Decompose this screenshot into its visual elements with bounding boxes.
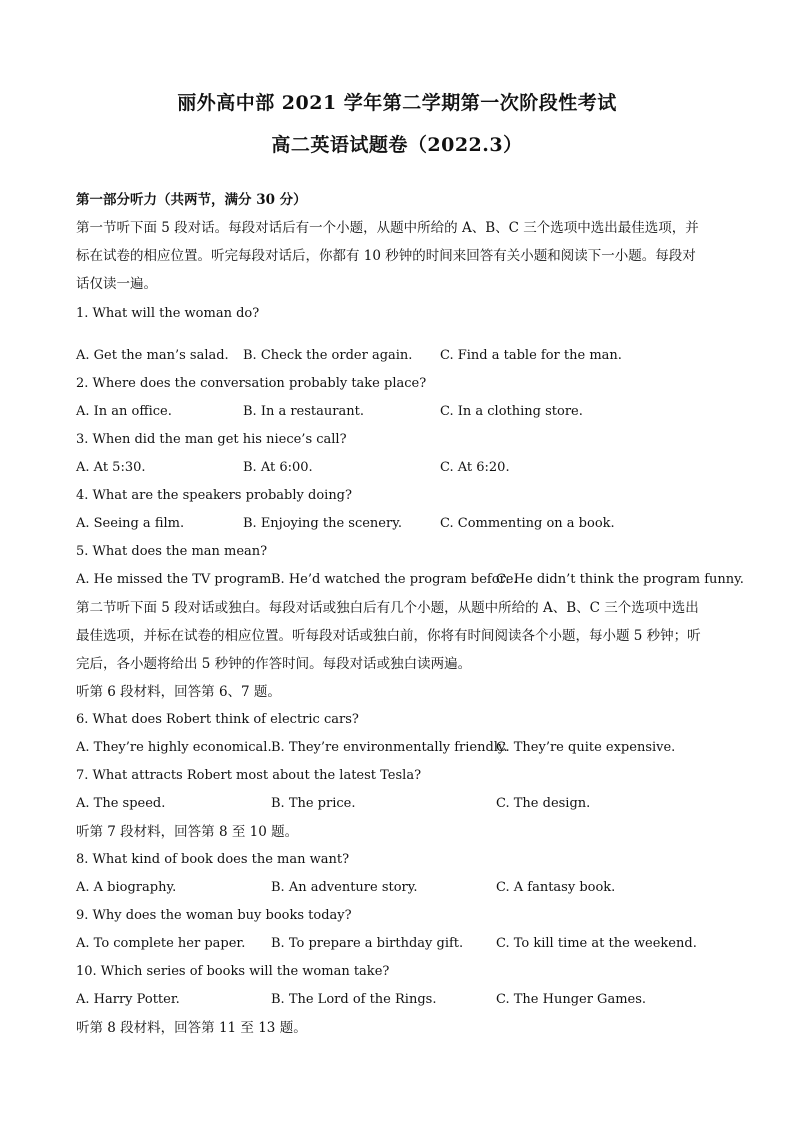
q7-option-b: B. The price. [271, 796, 356, 811]
question-4: 4. What are the speakers probably doing? [76, 488, 352, 503]
q4-option-b: B. Enjoying the scenery. [243, 516, 402, 531]
section2-intro-line2: 最佳选项，并标在试卷的相应位置。听每段对话或独白前，你将有时间阅读各个小题，每小题 5 秒钟；听 [76, 628, 701, 644]
q2-option-a: A. In an office. [76, 404, 172, 419]
question-9: 9. Why does the woman buy books today? [76, 908, 352, 923]
q8-option-b: B. An adventure story. [271, 880, 418, 895]
q10-option-b: B. The Lord of the Rings. [271, 992, 437, 1007]
q3-option-a: A. At 5:30. [76, 460, 146, 475]
q8-option-a: A. A biography. [76, 880, 177, 895]
q1-option-b: B. Check the order again. [243, 348, 413, 363]
q5-option-b: B. He’d watched the program before. [271, 572, 518, 587]
q6-option-c: C. They’re quite expensive. [496, 740, 676, 755]
q9-option-a: A. To complete her paper. [76, 936, 246, 951]
q5-option-c: C. He didn’t think the program funny. [496, 572, 744, 587]
question-7: 7. What attracts Robert most about the latest Tesla? [76, 768, 422, 783]
exam-subtitle: 高二英语试题卷（2022.3） [271, 134, 523, 156]
q5-option-a: A. He missed the TV program. [76, 572, 276, 587]
q9-option-b: B. To prepare a birthday gift. [271, 936, 464, 951]
q4-option-c: C. Commenting on a book. [440, 516, 615, 531]
question-3: 3. When did the man get his niece’s call? [76, 432, 347, 447]
question-10: 10. Which series of books will the woman take? [76, 964, 390, 979]
q1-option-a: A. Get the man’s salad. [76, 348, 229, 363]
part1-heading: 第一部分听力（共两节，满分 30 分） [76, 192, 307, 208]
section2-intro-line1: 第二节听下面 5 段对话或独白。每段对话或独白后有几个小题，从题中所给的 A、B、C 三个选项中选出 [76, 600, 699, 616]
q10-option-c: C. The Hunger Games. [496, 992, 647, 1007]
q2-option-b: B. In a restaurant. [243, 404, 364, 419]
question-8: 8. What kind of book does the man want? [76, 852, 350, 867]
section1-intro-line3: 话仅读一遍。 [76, 276, 157, 292]
section2-intro-line3: 完后，各小题将给出 5 秒钟的作答时间。每段对话或独白读两遍。 [76, 656, 472, 672]
q3-option-c: C. At 6:20. [440, 460, 510, 475]
question-5: 5. What does the man mean? [76, 544, 268, 559]
question-2: 2. Where does the conversation probably take place? [76, 376, 427, 391]
q7-option-c: C. The design. [496, 796, 591, 811]
q8-option-c: C. A fantasy book. [496, 880, 616, 895]
q9-option-c: C. To kill time at the weekend. [496, 936, 697, 951]
q10-option-a: A. Harry Potter. [76, 992, 180, 1007]
question-6: 6. What does Robert think of electric cars? [76, 712, 359, 727]
material-6-instruction: 听第 6 段材料，回答第 6、7 题。 [76, 684, 281, 700]
q1-option-c: C. Find a table for the man. [440, 348, 622, 363]
material-8-instruction: 听第 8 段材料，回答第 11 至 13 题。 [76, 1020, 307, 1036]
q3-option-b: B. At 6:00. [243, 460, 313, 475]
material-7-instruction: 听第 7 段材料，回答第 8 至 10 题。 [76, 824, 299, 840]
exam-title: 丽外高中部 2021 学年第二学期第一次阶段性考试 [177, 92, 617, 114]
q7-option-a: A. The speed. [76, 796, 166, 811]
section1-intro-line1: 第一节听下面 5 段对话。每段对话后有一个小题，从题中所给的 A、B、C 三个选项中选出最佳选项，并 [76, 220, 699, 236]
q6-option-a: A. They’re highly economical. [76, 740, 272, 755]
q4-option-a: A. Seeing a film. [76, 516, 185, 531]
q2-option-c: C. In a clothing store. [440, 404, 583, 419]
q6-option-b: B. They’re environmentally friendly. [271, 740, 508, 755]
section1-intro-line2: 标在试卷的相应位置。听完每段对话后，你都有 10 秒钟的时间来回答有关小题和阅读下一小题。每段对 [76, 248, 696, 264]
question-1: 1. What will the woman do? [76, 306, 260, 321]
